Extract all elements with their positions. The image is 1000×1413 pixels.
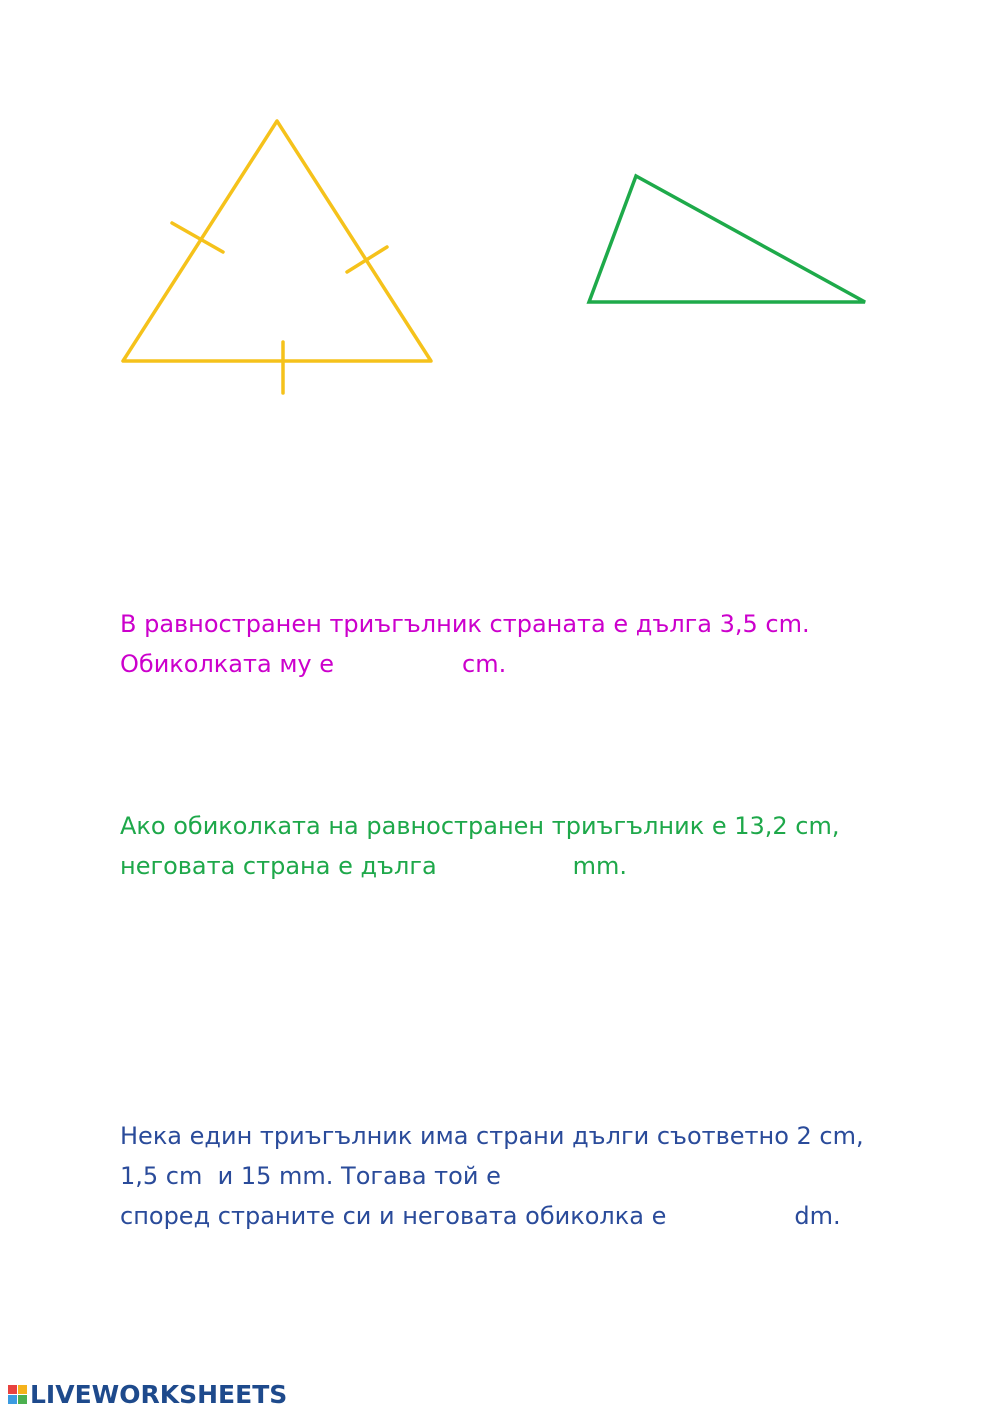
question-2 bbox=[120, 806, 839, 886]
triangles-figure bbox=[0, 0, 1000, 420]
equilateral-triangle bbox=[123, 121, 431, 393]
question-2-statement: Ако обиколката на равностранен триъгълник е 13,2 cm, bbox=[120, 812, 840, 840]
logo-text: LIVEWORKSHEETS bbox=[30, 1380, 288, 1409]
question-3-statement: Нека един триъгълник има страни дълги съответно 2 cm, bbox=[120, 1122, 864, 1150]
question-3-statement-continued bbox=[120, 1156, 864, 1196]
question-3-unit: dm. bbox=[794, 1202, 841, 1230]
question-2-prompt: неговата страна е дълга bbox=[120, 852, 437, 880]
question-3-answer-line bbox=[120, 1196, 864, 1236]
question-2-unit: mm. bbox=[572, 852, 628, 880]
colored-blocks-icon bbox=[8, 1385, 27, 1404]
question-1 bbox=[120, 604, 810, 684]
question-3 bbox=[120, 1116, 864, 1236]
question-3-prompt-perimeter: според страните си и неговата обиколка е bbox=[120, 1202, 667, 1230]
question-1-prompt: Обиколката му е bbox=[120, 650, 335, 678]
question-2-answer-line bbox=[120, 846, 839, 886]
equilateral-triangle-outline bbox=[123, 121, 431, 361]
liveworksheets-logo bbox=[8, 1380, 287, 1409]
question-1-answer-line bbox=[120, 644, 810, 684]
question-3-prompt-type: 1,5 cm и 15 mm. Тогава той е bbox=[120, 1162, 501, 1190]
scalene-triangle bbox=[589, 176, 865, 302]
question-1-unit: cm. bbox=[462, 650, 507, 678]
tick-mark-right-side bbox=[347, 247, 387, 272]
question-1-statement: В равностранен триъгълник страната е дълга 3,5 cm. bbox=[120, 610, 810, 638]
